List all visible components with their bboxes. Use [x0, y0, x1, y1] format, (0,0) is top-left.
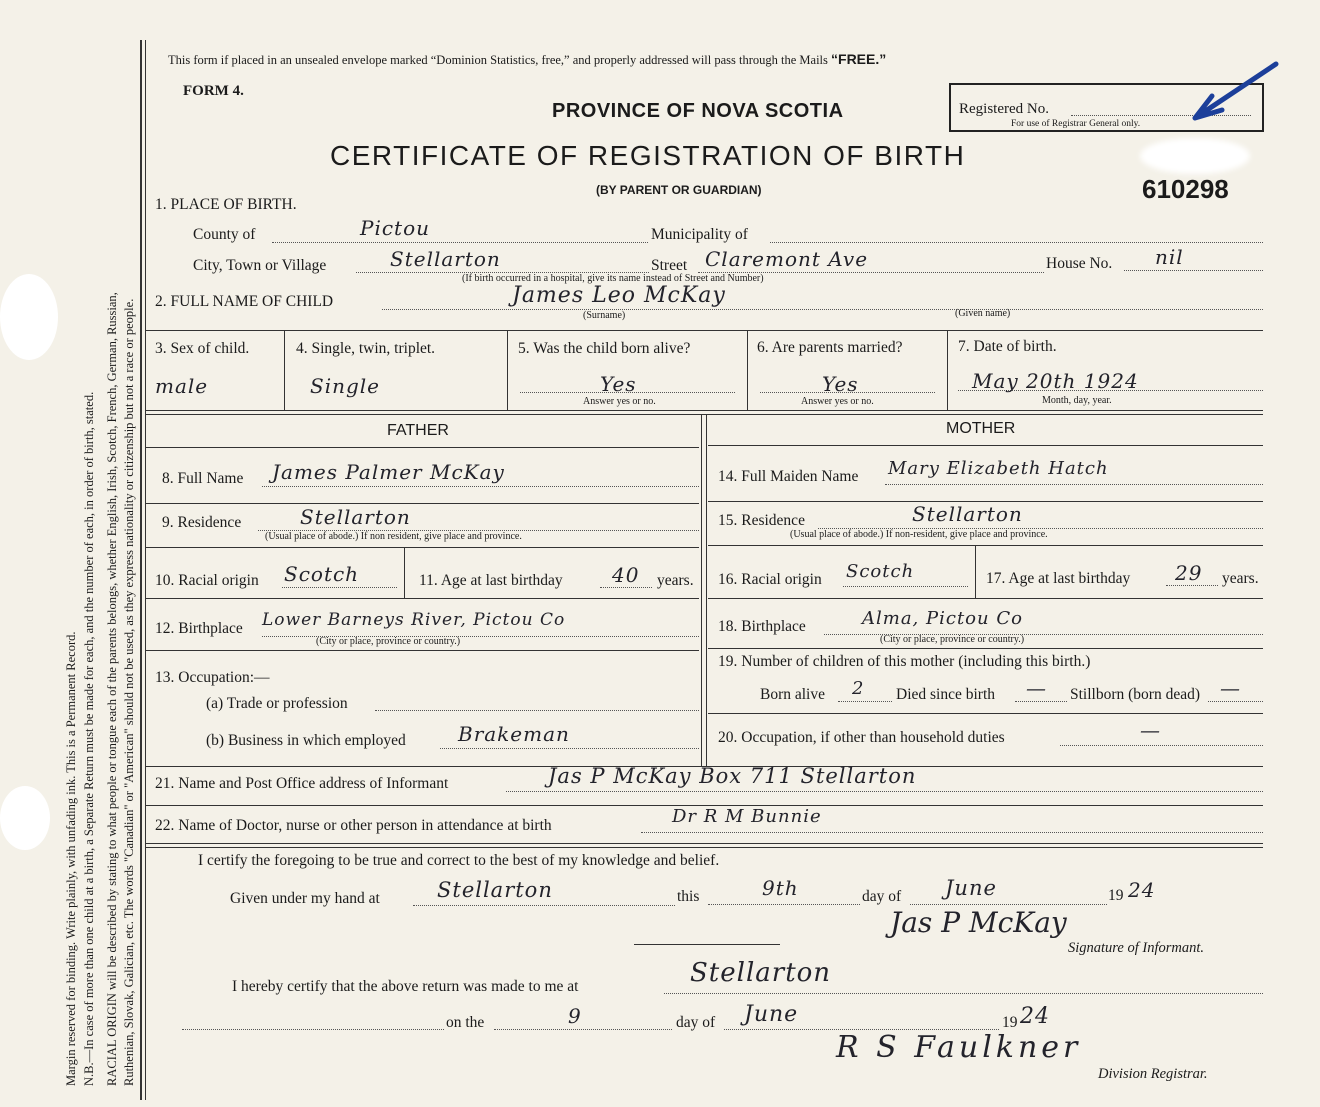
margin-note-4: Ruthenian, Slovak, Galician, etc. The words "Canadian" or "American" should not be used, as they express nationality or citizenship but not a race or people.	[122, 298, 136, 1086]
col-sep-3	[747, 330, 748, 410]
married-value: Yes	[822, 372, 859, 396]
mother-birthplace-note: (City or place, province or country.)	[880, 634, 1025, 645]
rule-5	[146, 843, 1263, 844]
mother-died-label: Died since birth	[896, 686, 996, 703]
on-the-label: on the	[446, 1014, 485, 1031]
place-of-birth-heading: 1. PLACE OF BIRTH.	[155, 196, 297, 213]
mother-residence-value: Stellarton	[912, 502, 1023, 526]
postal-note: This form if placed in an unsealed envelope marked “Dominion Statistics, free,” and properly addressed will pass through the Mails “FREE.”	[168, 51, 887, 67]
father-rule-3	[146, 547, 699, 548]
father-name-dots	[262, 486, 699, 487]
mother-born-alive-value: 2	[852, 678, 865, 699]
dob-note: Month, day, year.	[1042, 395, 1112, 406]
county-dots	[272, 242, 648, 243]
mother-stillborn-label: Stillborn (born dead)	[1070, 686, 1201, 703]
father-business-dots	[440, 748, 699, 749]
registered-label: Registered No.	[959, 101, 1049, 117]
father-trade-label: (a) Trade or profession	[206, 695, 348, 712]
form-number: FORM 4.	[183, 83, 244, 99]
street-label: Street	[651, 257, 688, 274]
informant-value: Jas P McKay Box 711 Stellarton	[548, 764, 917, 788]
col-sep-1	[284, 330, 285, 410]
mother-heading: MOTHER	[946, 420, 1016, 437]
rule-2	[146, 410, 1263, 411]
municipality-label: Municipality of	[651, 226, 748, 243]
given-year-value: 24	[1128, 878, 1156, 902]
registrar-signature: R S Faulkner	[836, 1030, 1082, 1065]
child-name-dots	[382, 309, 1263, 310]
county-value: Pictou	[360, 216, 431, 240]
mother-racial-label: 16. Racial origin	[718, 571, 822, 588]
reg-month-value: June	[744, 1002, 799, 1027]
on-the-lead-dots	[182, 1029, 444, 1030]
registrar-place-dots	[664, 993, 1263, 994]
day-of-label: day of	[862, 888, 902, 905]
col-sep-4	[947, 330, 948, 410]
father-residence-note: (Usual place of abode.) If non resident, give place and province.	[265, 531, 522, 542]
given-year-prefix: 19	[1108, 887, 1124, 904]
rule-2b	[146, 414, 1263, 415]
sex-label: 3. Sex of child.	[155, 340, 250, 357]
surname-note: (Surname)	[583, 310, 626, 321]
registered-note: For use of Registrar General only.	[1011, 119, 1141, 129]
mother-born-alive-dots	[838, 701, 892, 702]
mother-racial-value: Scotch	[846, 561, 915, 582]
redaction-smudge	[1140, 138, 1250, 174]
certificate-title: CERTIFICATE OF REGISTRATION OF BIRTH	[330, 140, 966, 171]
child-name-label: 2. FULL NAME OF CHILD	[155, 293, 334, 310]
mother-name-label: 14. Full Maiden Name	[718, 468, 859, 485]
married-note: Answer yes or no.	[801, 396, 874, 407]
mother-age-label: 17. Age at last birthday	[986, 570, 1131, 587]
father-age-value: 40	[612, 563, 640, 587]
given-place-value: Stellarton	[437, 878, 553, 902]
mother-name-value: Mary Elizabeth Hatch	[888, 458, 1109, 479]
given-day-dots	[708, 904, 860, 905]
informant-signature: Jas P McKay	[890, 906, 1067, 939]
house-value: nil	[1155, 245, 1184, 269]
mother-rule-4	[708, 598, 1263, 599]
division-registrar-label: Division Registrar.	[1098, 1066, 1208, 1082]
father-rule-1	[146, 447, 699, 448]
given-under-hand-label: Given under my hand at	[230, 890, 380, 907]
father-racial-dots	[282, 587, 397, 588]
mother-stillborn-value: —	[1220, 676, 1241, 700]
city-value: Stellarton	[390, 247, 501, 271]
province-heading: PROVINCE OF NOVA SCOTIA	[552, 100, 844, 122]
mother-racial-dots	[843, 586, 968, 587]
father-trade-dots	[375, 710, 699, 711]
father-business-label: (b) Business in which employed	[206, 732, 406, 749]
informant-sig-label: Signature of Informant.	[1068, 940, 1205, 956]
mother-died-value: —	[1026, 676, 1047, 700]
mother-birthplace-value: Alma, Pictou Co	[862, 608, 1023, 629]
mother-birthplace-label: 18. Birthplace	[718, 618, 806, 635]
father-residence-label: 9. Residence	[162, 514, 242, 531]
binding-rule	[140, 40, 142, 1100]
punch-hole-top	[0, 274, 58, 360]
certificate-subtitle: (BY PARENT OR GUARDIAN)	[596, 183, 762, 197]
given-place-dots	[413, 905, 675, 906]
born-alive-label: 5. Was the child born alive?	[518, 340, 691, 357]
father-birthplace-label: 12. Birthplace	[155, 620, 243, 637]
dob-label: 7. Date of birth.	[958, 338, 1057, 355]
street-value: Claremont Ave	[705, 247, 869, 271]
city-label: City, Town or Village	[193, 257, 327, 274]
punch-hole-bottom	[0, 786, 50, 850]
father-heading: FATHER	[387, 422, 449, 439]
house-dots	[1124, 270, 1263, 271]
mother-died-dots	[1015, 701, 1067, 702]
margin-note-2: N.B.—In case of more than one child at a birth, a Separate Return must be made for each, and the number of each, in order of birth, stated.	[82, 391, 96, 1086]
doctor-dots	[641, 832, 1263, 833]
child-name-value: James Leo McKay	[512, 283, 726, 308]
father-mother-divider-2	[706, 414, 707, 766]
doctor-label: 22. Name of Doctor, nurse or other person in attendance at birth	[155, 817, 552, 834]
reg-year-value: 24	[1020, 1004, 1050, 1029]
municipality-dots	[770, 242, 1263, 243]
reg-day-value: 9	[568, 1004, 582, 1028]
mother-residence-note: (Usual place of abode.) If non-resident, give place and province.	[790, 529, 1048, 540]
informant-label: 21. Name and Post Office address of Informant	[155, 775, 449, 792]
dob-value: May 20th 1924	[972, 369, 1139, 393]
father-birthplace-note: (City or place, province or country.)	[316, 636, 461, 647]
house-label: House No.	[1046, 255, 1113, 272]
father-business-value: Brakeman	[458, 722, 570, 746]
margin-note-3: RACIAL ORIGIN will be described by stating to what people or tongue each of the parents belongs, whether English, Irish, Scotch, French, German, Russian,	[105, 292, 119, 1086]
given-month-dots	[910, 904, 1107, 905]
born-alive-value: Yes	[600, 372, 637, 396]
reg-day-of-label: day of	[676, 1014, 716, 1031]
born-alive-note: Answer yes or no.	[583, 396, 656, 407]
father-birthplace-value: Lower Barneys River, Pictou Co	[262, 610, 566, 630]
given-name-note: (Given name)	[955, 308, 1011, 319]
informant-dots	[506, 791, 1263, 792]
father-name-label: 8. Full Name	[162, 470, 244, 487]
mother-occupation-dots	[1060, 745, 1263, 746]
married-label: 6. Are parents married?	[757, 339, 903, 356]
mother-rule-6	[708, 713, 1263, 714]
father-rule-5	[146, 650, 699, 651]
mother-age-value: 29	[1175, 561, 1203, 585]
mother-age-divider	[975, 545, 976, 598]
check-mark-icon	[1190, 60, 1280, 130]
margin-note-1: Margin reserved for binding. Write plainly, with unfading ink. This is a Permanent Record.	[64, 631, 78, 1086]
father-rule-2	[146, 503, 699, 504]
father-racial-label: 10. Racial origin	[155, 572, 259, 589]
mother-occupation-label: 20. Occupation, if other than household duties	[718, 729, 1005, 746]
plurality-label: 4. Single, twin, triplet.	[296, 340, 436, 357]
father-age-label: 11. Age at last birthday	[419, 572, 563, 589]
mother-occupation-value: —	[1140, 718, 1161, 742]
hospital-note: (If birth occurred in a hospital, give its name instead of Street and Number)	[462, 273, 764, 284]
mother-rule-1	[708, 445, 1263, 446]
mother-rule-5	[708, 648, 1263, 649]
informant-sig-rule	[634, 944, 780, 945]
father-occupation-label: 13. Occupation:—	[155, 669, 270, 686]
registration-number: 610298	[1142, 174, 1229, 204]
col-sep-2	[507, 330, 508, 410]
rule-1	[146, 330, 1263, 331]
plurality-value: Single	[310, 374, 381, 398]
mother-children-label: 19. Number of children of this mother (including this birth.)	[718, 653, 1091, 670]
certify-statement: I certify the foregoing to be true and correct to the best of my knowledge and belief.	[198, 852, 720, 869]
father-mother-divider	[701, 414, 702, 766]
mother-age-dots	[1166, 585, 1218, 586]
registrar-place-value: Stellarton	[690, 958, 832, 988]
county-label: County of	[193, 226, 256, 243]
mother-years-label: years.	[1222, 570, 1259, 587]
reg-day-dots	[494, 1029, 672, 1030]
doctor-value: Dr R M Bunnie	[672, 806, 822, 827]
registrar-statement: I hereby certify that the above return was made to me at	[232, 978, 579, 995]
mother-name-dots	[885, 484, 1263, 485]
father-years-label: years.	[657, 572, 694, 589]
mother-rule-3	[708, 545, 1263, 546]
father-residence-value: Stellarton	[300, 505, 411, 529]
mother-residence-label: 15. Residence	[718, 512, 805, 529]
father-racial-value: Scotch	[284, 562, 360, 586]
mother-born-alive-label: Born alive	[760, 686, 825, 703]
reg-year-prefix: 19	[1002, 1014, 1018, 1031]
given-day-value: 9th	[762, 876, 799, 900]
mother-stillborn-dots	[1208, 701, 1263, 702]
father-age-divider	[404, 547, 405, 598]
father-name-value: James Palmer McKay	[272, 460, 505, 484]
rule-5b	[146, 847, 1263, 848]
father-age-dots	[600, 587, 652, 588]
this-label: this	[677, 888, 700, 905]
given-month-value: June	[945, 876, 997, 900]
father-rule-4	[146, 598, 699, 599]
sex-value: male	[155, 374, 209, 398]
binding-rule-inner	[145, 40, 146, 1100]
